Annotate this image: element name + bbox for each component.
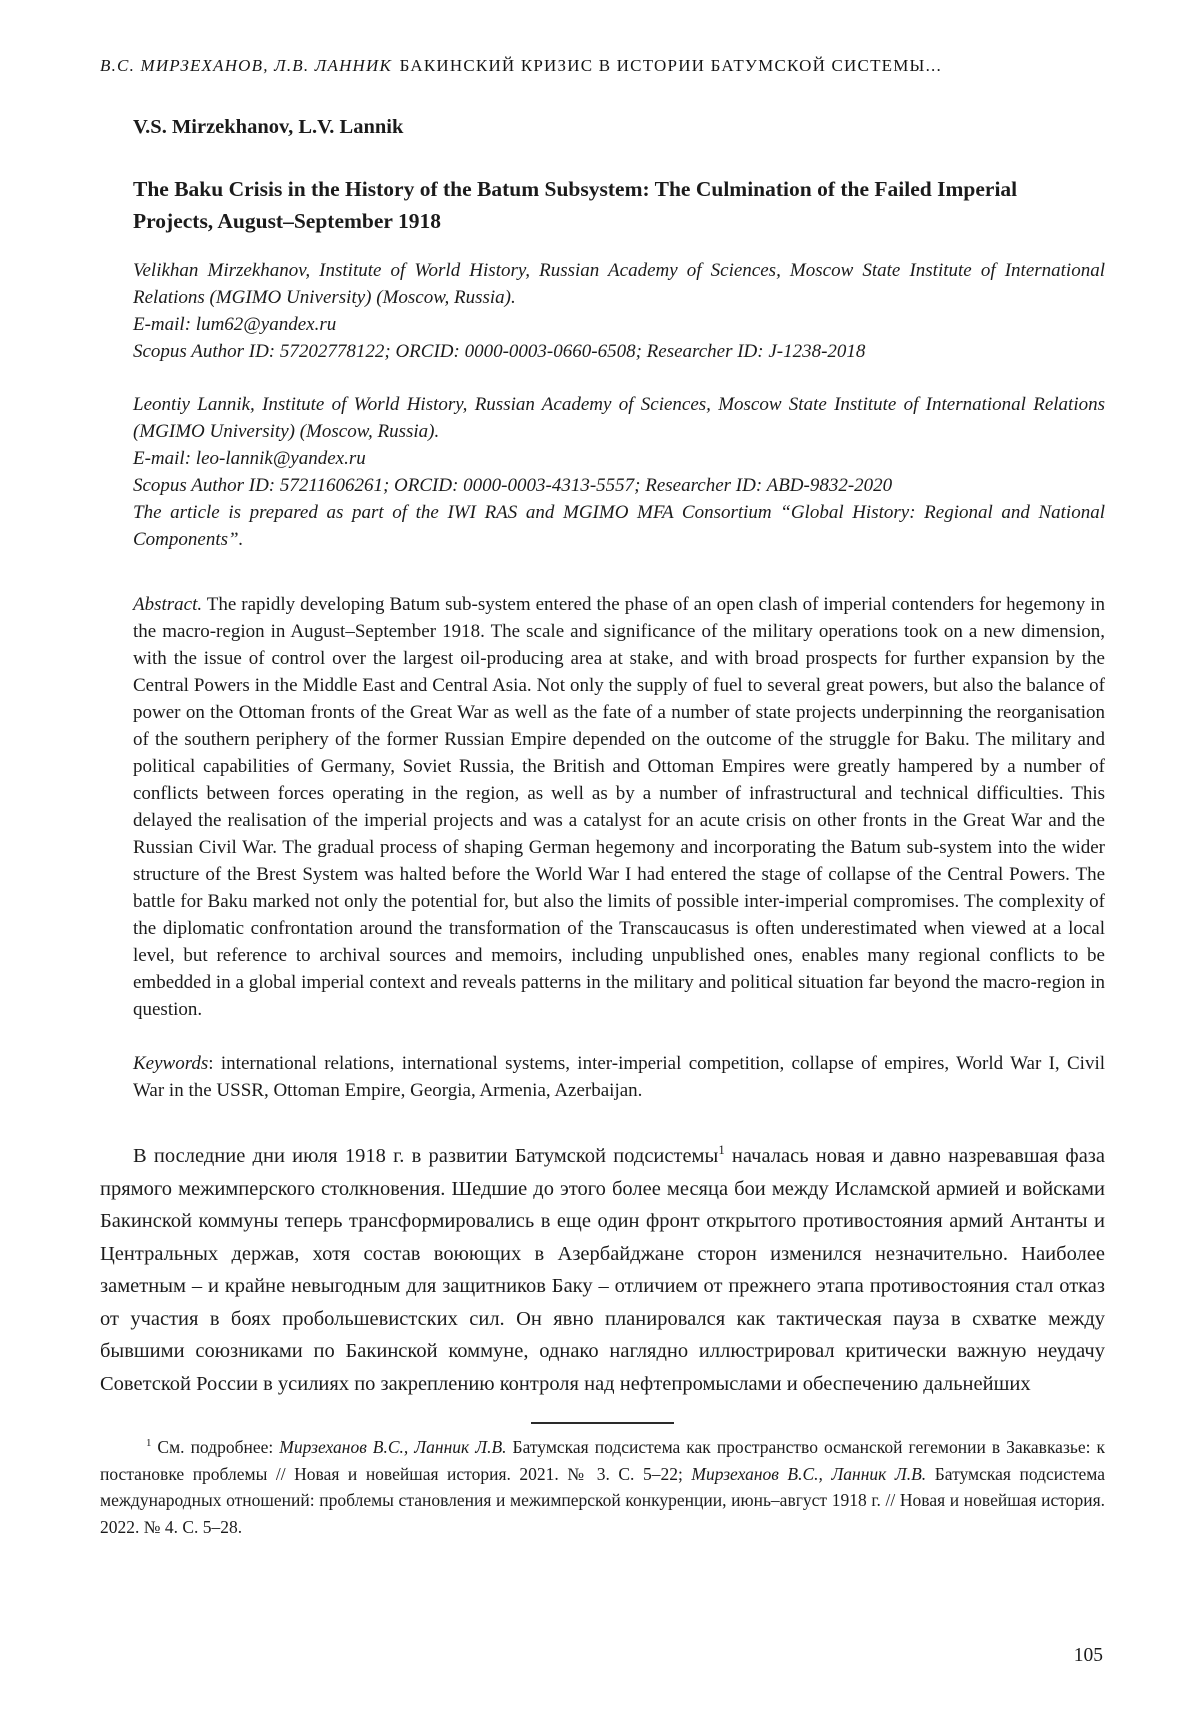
footnote-authors-1: Мирзеханов В.С., Ланник Л.В. bbox=[279, 1437, 507, 1457]
footnote-text-3: Батумская подсистема международных отношений: проблемы становления и межимперской конкуренции, июнь–август 1918 г. // Новая и новейшая история. 2022. № 4. С. 5–28. bbox=[100, 1463, 1106, 1537]
running-head-authors: В.С. МИРЗЕХАНОВ, Л.В. ЛАННИК bbox=[100, 56, 393, 75]
footnote-text-2: Батумская подсистема как пространство османской гегемонии в Закавказье: к постановке проблемы // Новая и новейшая история. 2021. № 3. С. 5–22; bbox=[100, 1437, 1105, 1484]
author1-info-block bbox=[133, 257, 1105, 365]
running-head bbox=[100, 56, 1105, 76]
front-matter bbox=[133, 116, 1105, 1104]
keywords bbox=[133, 1050, 1105, 1104]
footnote-authors-2: Мирзеханов В.С., Ланник Л.В. bbox=[691, 1463, 927, 1484]
footnote-separator bbox=[531, 1422, 674, 1424]
keywords-label: Keywords bbox=[133, 1053, 209, 1074]
authors-line: V.S. Mirzekhanov, L.V. Lannik bbox=[133, 116, 404, 138]
author2-affiliation: Leontiy Lannik, Institute of World History, Russian Academy of Sciences, Moscow State Institute of International Relations (MGIMO University) (Moscow, Russia). bbox=[133, 394, 1105, 442]
body-text-after-footnote-ref: началась новая и давно назревавшая фаза прямого межимперского столкновения. Шедшие до этого более месяца бои между Исламской армией и войсками Бакинской коммуны теперь трансформировались в еще один фронт открытого противостояния армий Антанты и Центральных держав, хотя состав воюющих в Азербайджане сторон изменился незначительно. Наиболее заметным – и крайне невыгодным для защитников Баку – отличием от прежнего этапа противостояния стал отказ от участия в боях пробольшевистских сил. Он явно планировался как тактическая пауза в схватке между бывшими союзниками по Бакинской коммуне, однако наглядно иллюстрировал критически важную неудачу Советской России в усилиях по закреплению контроля над нефтепромыслами и обеспечению дальнейших bbox=[100, 1145, 1105, 1395]
abstract-label: Abstract. bbox=[133, 594, 203, 615]
body-text-before-footnote-ref: В последние дни июля 1918 г. в развитии Батумской подсистемы bbox=[133, 1145, 719, 1167]
abstract bbox=[133, 591, 1105, 1023]
author1-ids: Scopus Author ID: 57202778122; ORCID: 0000-0003-0660-6508; Researcher ID: J-1238-2018 bbox=[133, 341, 866, 362]
footnote-text-1: См. подробнее: bbox=[151, 1437, 280, 1457]
author2-info-block bbox=[133, 391, 1105, 553]
author2-email: E-mail: leo-lannik@yandex.ru bbox=[133, 448, 366, 469]
article-title: The Baku Crisis in the History of the Batum Subsystem: The Culmination of the Failed Imperial Projects, August–September 1918 bbox=[133, 177, 1018, 233]
funding-note: The article is prepared as part of the IWI RAS and MGIMO MFA Consortium “Global History: Regional and National Components”. bbox=[133, 502, 1105, 550]
abstract-text: The rapidly developing Batum sub-system entered the phase of an open clash of imperial contenders for hegemony in the macro-region in August–September 1918. The scale and significance of the military operations took on a new dimension, with the issue of control over the largest oil-producing area at stake, and with broad prospects for further expansion by the Central Powers in the Middle East and Central Asia. Not only the supply of fuel to several great powers, but also the balance of power on the Ottoman fronts of the Great War as well as the fate of a number of state projects underpinning the reorganisation of the southern periphery of the former Russian Empire depended on the outcome of the struggle for Baku. The military and political capabilities of Germany, Soviet Russia, the British and Ottoman Empires were greatly hampered by a number of conflicts between forces operating in the region, as well as by a number of infrastructural and technical difficulties. This delayed the realisation of the imperial projects and was a catalyst for an acute crisis on other fronts in the Great War and the Russian Civil War. The gradual process of shaping German hegemony and incorporating the Batum sub-system into the wider structure of the Brest System was halted before the World War I had entered the stage of collapse of the Central Powers. The battle for Baku marked not only the potential for, but also the limits of possible inter-imperial compromises. The complexity of the diplomatic confrontation around the transformation of the Transcaucasus is often underestimated when viewed at a local level, but reference to archival sources and memoirs, including unpublished ones, enables many regional conflicts to be embedded in a global imperial context and reveals patterns in the military and political situation far beyond the macro-region in question. bbox=[133, 594, 1105, 1020]
keywords-text: : international relations, international systems, inter-imperial competition, collapse of empires, World War I, Civil War in the USSR, Ottoman Empire, Georgia, Armenia, Azerbaijan. bbox=[133, 1053, 1105, 1101]
author2-ids: Scopus Author ID: 57211606261; ORCID: 0000-0003-4313-5557; Researcher ID: ABD-9832-2020 bbox=[133, 475, 893, 496]
page-number: 105 bbox=[1073, 1645, 1103, 1666]
author1-affiliation: Velikhan Mirzekhanov, Institute of World History, Russian Academy of Sciences, Moscow State Institute of International Relations (MGIMO University) (Moscow, Russia). bbox=[133, 260, 1105, 308]
footnote bbox=[100, 1434, 1105, 1540]
footnote-ref-1: 1 bbox=[718, 1143, 725, 1158]
body-paragraph bbox=[100, 1140, 1105, 1400]
author1-email: E-mail: lum62@yandex.ru bbox=[133, 314, 337, 335]
footnote-marker: 1 bbox=[146, 1437, 152, 1450]
running-head-title: БАКИНСКИЙ КРИЗИС В ИСТОРИИ БАТУМСКОЙ СИСТЕМЫ... bbox=[399, 56, 942, 75]
